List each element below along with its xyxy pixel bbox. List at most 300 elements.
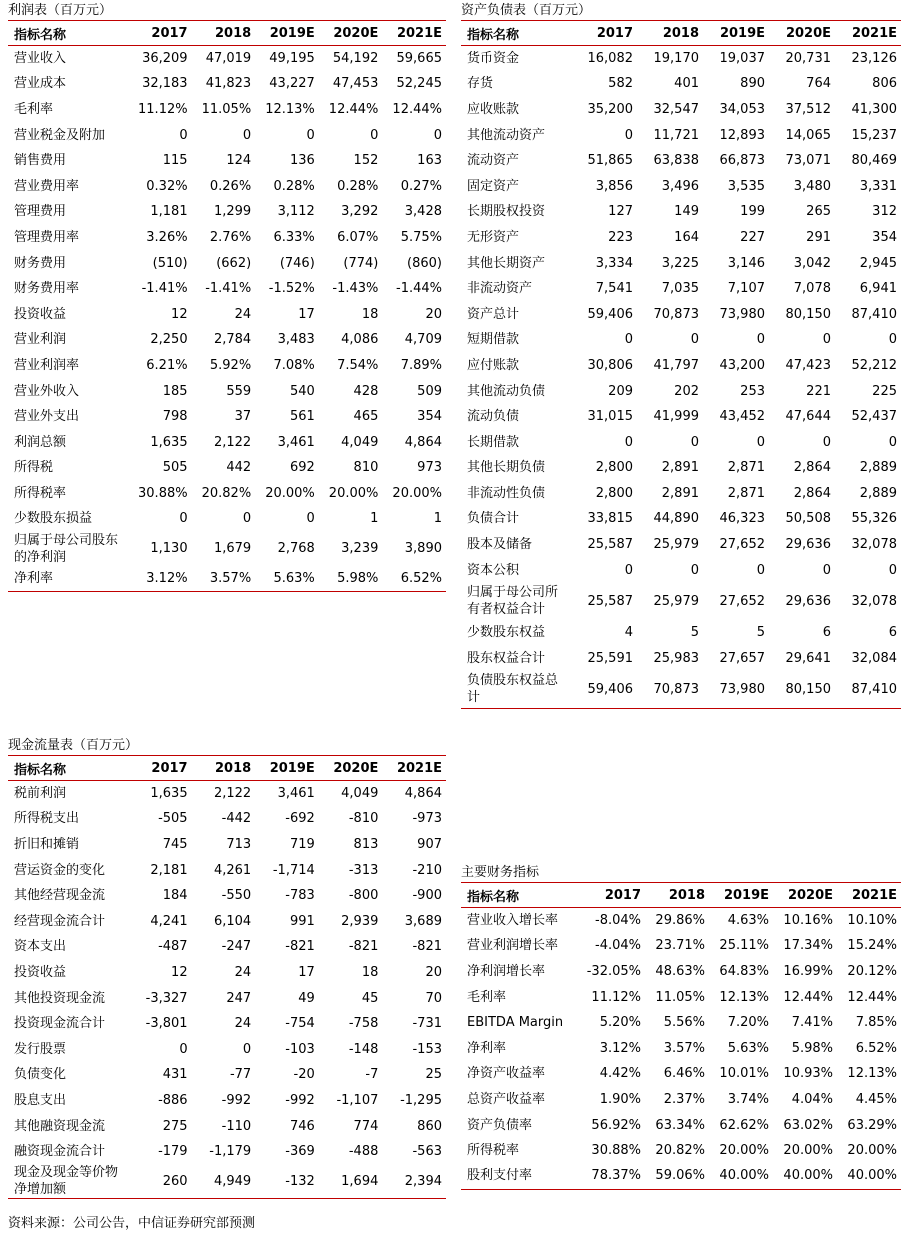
cell-value: 41,823 [205,76,252,92]
row-label: 短期借款 [467,332,520,348]
row-label: 管理费用 [14,204,67,220]
cash-flow-block [8,737,446,1199]
cell-value: 52,245 [396,76,442,92]
cell-value: 59,406 [587,681,633,697]
cell-value: 813 [353,836,379,852]
cell-value: 27,652 [719,537,765,553]
cell-value: 860 [417,1118,442,1134]
cell-value: 465 [353,409,379,425]
cell-value: 46,323 [719,511,765,527]
cell-value: 0 [756,434,765,450]
cell-value: 23,126 [851,51,897,67]
cell-value: 17.34% [783,938,833,954]
cell-value: 24 [234,964,252,980]
cell-value: 4,086 [341,332,379,348]
row-label: 营业利润 [14,332,67,348]
cell-value: 907 [417,836,442,852]
cell-value: 40.00% [783,1168,833,1184]
cell-value: 5 [690,625,699,641]
cell-value: 37 [234,409,252,425]
table-row [8,806,446,832]
table-row [461,97,901,123]
cell-value: 5.63% [727,1040,769,1056]
cell-value: 0 [690,332,699,348]
cell-value: 3,042 [793,255,831,271]
table-row [8,1088,446,1114]
cell-value: 2.76% [209,229,252,245]
cell-value: -103 [285,1041,315,1057]
table-row [461,583,901,620]
table-row [8,1036,446,1062]
cell-value: 810 [353,460,379,476]
table-row [461,506,901,532]
cell-value: 0 [624,562,633,578]
cell-value: -821 [412,939,442,955]
cell-value: (860) [407,255,442,271]
row-label: 负债合计 [467,511,520,527]
cell-value: 20.00% [265,485,315,501]
table-row [461,71,901,97]
cell-value: -148 [348,1041,379,1057]
row-label: 资本公积 [467,562,520,578]
cell-value: 0 [690,434,699,450]
cell-value: 11.05% [655,989,705,1005]
cell-value: 47,644 [785,409,831,425]
row-label: 财务费用率 [14,281,80,297]
cell-value: 265 [806,204,831,220]
table-header-row [461,883,901,908]
cell-value: 32,078 [851,593,897,609]
cell-value: 209 [608,383,633,399]
cell-value: 124 [226,153,252,169]
header-year: 2018 [215,760,252,776]
cell-value: 47,423 [785,357,831,373]
table-row [461,1112,901,1138]
cell-value: 41,797 [653,357,699,373]
cell-value: 47,453 [332,76,379,92]
table-row [461,199,901,225]
cell-value: 0 [179,1041,188,1057]
table-row [8,404,446,430]
cell-value: 10.01% [719,1066,769,1082]
cell-value: 0 [306,511,315,527]
header-year: 2021E [851,25,897,41]
source-note: 资料来源：公司公告，中信证券研究部预测 [8,1216,256,1231]
cell-value: 63.02% [783,1117,833,1133]
cell-value: 1,635 [150,786,188,802]
header-indicator-name: 指标名称 [467,27,520,43]
cell-value: 15,237 [851,127,897,143]
cell-value: 18 [361,306,379,322]
cell-value: -731 [412,1016,442,1032]
cell-value: 0 [822,434,831,450]
cell-value: 52,437 [851,409,897,425]
cell-value: 0.28% [273,178,315,194]
cell-value: 5.98% [337,570,379,586]
cell-value: -550 [221,888,252,904]
cell-value: 2,939 [341,913,379,929]
cell-value: -3,327 [145,990,188,1006]
row-label: 所得税率 [14,485,67,501]
income-statement-title: 利润表（百万元） [8,3,113,18]
table-row [8,225,446,251]
cell-value: (662) [216,255,252,271]
cell-value: 2,889 [859,485,897,501]
cell-value: 47,019 [205,51,252,67]
cell-value: 62.62% [719,1117,769,1133]
table-row [8,566,446,592]
cell-value: -8.04% [595,913,641,929]
row-label: 经营现金流合计 [14,913,106,929]
cell-value: 29,636 [785,593,831,609]
cell-value: 43,200 [719,357,765,373]
cell-value: 64.83% [719,963,769,979]
table-row [461,429,901,455]
cell-value: 260 [162,1173,188,1189]
cell-value: 202 [674,383,699,399]
row-label: 营运资金的变化 [14,862,106,878]
row-label: 归属于母公司所有者权益合计 [467,585,559,618]
header-year: 2020E [333,760,379,776]
cell-value: 7,078 [793,281,831,297]
cell-value: -1.41% [205,281,252,297]
cell-value: 20.00% [847,1143,897,1159]
cell-value: 30.88% [591,1143,641,1159]
cell-value: 1,299 [213,204,252,220]
cell-value: 30.88% [138,485,188,501]
cell-value: 1 [370,511,379,527]
cell-value: 0 [624,332,633,348]
cell-value: 70,873 [653,681,699,697]
cell-value: 87,410 [851,306,897,322]
cell-value: 19,037 [719,51,765,67]
cell-value: 25,587 [587,593,633,609]
row-label: EBITDA Margin [467,1015,564,1031]
cell-value: 5.63% [273,570,315,586]
cell-value: 0 [822,332,831,348]
cell-value: 31,015 [587,409,633,425]
cell-value: -810 [348,811,379,827]
header-year: 2018 [662,25,699,41]
table-row [8,301,446,327]
table-row [8,97,446,123]
row-label: 流动资产 [467,153,520,169]
table-row [8,122,446,148]
cell-value: -488 [348,1144,379,1160]
cell-value: 3,112 [277,204,315,220]
row-label: 流动负债 [467,409,520,425]
cell-value: 559 [226,383,252,399]
row-label: 负债变化 [14,1067,67,1083]
table-row [8,857,446,883]
cell-value: -754 [285,1016,315,1032]
cell-value: 3,856 [595,178,633,194]
table-row [461,250,901,276]
cell-value: 4,049 [341,786,379,802]
cell-value: 184 [162,888,188,904]
cell-value: 20 [425,306,442,322]
cell-value: 12.13% [847,1066,897,1082]
table-row [461,646,901,672]
cell-value: -992 [221,1092,252,1108]
cell-value: 59,406 [587,306,633,322]
table-row [8,71,446,97]
row-label: 股本及储备 [467,537,533,553]
row-label: 营业收入 [14,51,67,67]
cell-value: 73,071 [785,153,831,169]
cell-value: 221 [806,383,831,399]
cell-value: 80,150 [785,306,831,322]
cell-value: 2,889 [859,460,897,476]
cell-value: 40.00% [719,1168,769,1184]
cell-value: 20.82% [655,1143,705,1159]
cell-value: 0.28% [337,178,379,194]
table-row [461,327,901,353]
cell-value: -783 [285,888,315,904]
cell-value: 4,864 [404,786,442,802]
cell-value: 0 [822,562,831,578]
table-row [461,225,901,251]
cash-flow-title: 现金流量表（百万元） [8,738,139,753]
table-row [461,148,901,174]
cell-value: 12,893 [719,127,765,143]
table-row [461,353,901,379]
cell-value: 505 [162,460,188,476]
cell-value: 56.92% [591,1117,641,1133]
cell-value: -369 [285,1144,315,1160]
cell-value: 11.05% [201,101,252,117]
row-label: 其他投资现金流 [14,990,106,1006]
cell-value: -900 [412,888,442,904]
cell-value: 34,053 [719,101,765,117]
cell-value: 17 [298,964,315,980]
table-row [461,276,901,302]
cell-value: 0.32% [146,178,188,194]
cell-value: 0 [888,332,897,348]
table-row [8,46,446,72]
cell-value: 25,983 [653,650,699,666]
table-row [461,301,901,327]
cell-value: 11.12% [591,989,641,1005]
cell-value: 7.41% [791,1015,833,1031]
cell-value: 29,636 [785,537,831,553]
table-row [8,353,446,379]
cell-value: 7,035 [661,281,699,297]
cell-value: 428 [353,383,379,399]
cell-value: -886 [158,1092,188,1108]
cell-value: 719 [289,836,315,852]
cell-value: 32,078 [851,537,897,553]
cell-value: 19,170 [653,51,699,67]
cell-value: 0 [370,127,379,143]
table-row [461,532,901,558]
cell-value: 2,122 [213,434,252,450]
table-row [8,532,446,566]
table-row [461,959,901,985]
table-row [461,1010,901,1036]
row-label: 归属于母公司股东的净利润 [14,532,119,565]
cell-value: 63,838 [653,153,699,169]
table-header-row [8,756,446,781]
cell-value: 291 [806,229,831,245]
cell-value: 6.07% [337,229,379,245]
cell-value: -1,295 [400,1092,442,1108]
cell-value: 4,864 [404,434,442,450]
cell-value: 63.29% [847,1117,897,1133]
cell-value: 73,980 [719,306,765,322]
cell-value: 25.11% [719,938,769,954]
row-label: 少数股东损益 [14,511,93,527]
cell-value: 0 [433,127,442,143]
table-row [8,985,446,1011]
cell-value: -77 [229,1067,252,1083]
cell-value: 2,891 [661,485,699,501]
header-year: 2020E [785,25,831,41]
table-row [8,506,446,532]
cell-value: 3,496 [661,178,699,194]
cell-value: 44,890 [653,511,699,527]
header-year: 2019E [723,887,769,903]
cell-value: 4.42% [599,1066,641,1082]
cell-value: 275 [162,1118,188,1134]
table-row [461,1035,901,1061]
cell-value: -563 [412,1144,442,1160]
row-label: 融资现金流合计 [14,1144,106,1160]
header-year: 2019E [269,760,315,776]
cell-value: 0 [179,511,188,527]
table-header-row [461,21,901,46]
cell-value: 0 [179,127,188,143]
cell-value: 29,641 [785,650,831,666]
cell-value: -821 [285,939,315,955]
cell-value: (510) [152,255,188,271]
cell-value: -1.44% [396,281,442,297]
cell-value: 20,731 [785,51,831,67]
cell-value: 0 [756,562,765,578]
row-label: 资产总计 [467,306,520,322]
cell-value: 2,768 [277,541,315,557]
income-statement-table [8,20,446,592]
cell-value: 12 [171,306,188,322]
cell-value: 20.82% [201,485,252,501]
table-row [461,173,901,199]
cell-value: 2.37% [663,1091,705,1107]
cell-value: -505 [158,811,188,827]
cell-value: 1,181 [150,204,188,220]
cell-value: 561 [289,409,315,425]
row-label: 净资产收益率 [467,1066,546,1082]
cell-value: 80,469 [851,153,897,169]
cell-value: 37,512 [785,101,831,117]
cell-value: 24 [234,306,252,322]
table-row [461,1138,901,1164]
row-label: 毛利率 [467,989,507,1005]
cell-value: 49,195 [269,51,315,67]
cell-value: 1.90% [599,1091,641,1107]
cell-value: -1.52% [268,281,315,297]
cell-value: 16,082 [587,51,633,67]
row-label: 净利润增长率 [467,963,546,979]
row-label: 营业利润率 [14,357,80,373]
table-row [8,199,446,225]
cell-value: 3,239 [341,541,379,557]
table-row [461,122,901,148]
table-row [461,1061,901,1087]
cell-value: 27,652 [719,593,765,609]
cell-value: 2,800 [595,485,633,501]
row-label: 资本支出 [14,939,67,955]
cell-value: 43,452 [719,409,765,425]
cell-value: -442 [221,811,252,827]
cell-value: 4.63% [727,913,769,929]
row-label: 营业收入增长率 [467,913,559,929]
row-label: 股息支出 [14,1092,67,1108]
row-label: 销售费用 [14,153,67,169]
cell-value: 3,146 [727,255,765,271]
header-year: 2018 [668,887,705,903]
cell-value: 20.00% [328,485,379,501]
cell-value: 6.21% [146,357,188,373]
cell-value: 1,694 [341,1173,379,1189]
cell-value: 312 [872,204,897,220]
cell-value: 25 [425,1067,442,1083]
cell-value: -973 [412,811,442,827]
row-label: 其他流动负债 [467,383,546,399]
row-label: 营业利润增长率 [467,938,559,954]
cell-value: 50,508 [785,511,831,527]
table-row [8,1139,446,1165]
cell-value: 0 [242,511,252,527]
cell-value: 7.54% [337,357,379,373]
row-label: 长期股权投资 [467,204,546,220]
table-row [8,1164,446,1199]
row-label: 存货 [467,76,494,92]
header-year: 2021E [396,760,442,776]
cash-flow-table [8,755,446,1199]
cell-value: 32,084 [851,650,897,666]
table-row [8,276,446,302]
cell-value: 25,587 [587,537,633,553]
cell-value: 991 [289,913,315,929]
row-label: 负债股东权益总计 [467,673,559,706]
row-label: 营业外收入 [14,383,80,399]
cell-value: 6.52% [855,1040,897,1056]
cell-value: -1,714 [272,862,315,878]
table-row [8,934,446,960]
cell-value: 14,065 [785,127,831,143]
row-label: 营业成本 [14,76,67,92]
cell-value: 49 [298,990,315,1006]
cell-value: 17 [298,306,315,322]
cell-value: 12.44% [783,989,833,1005]
cell-value: 6,941 [859,281,897,297]
cell-value: 1,635 [150,434,188,450]
table-row [8,781,446,807]
cell-value: 63.34% [655,1117,705,1133]
header-indicator-name: 指标名称 [14,27,67,43]
row-label: 所得税支出 [14,811,80,827]
row-label: 其他长期负债 [467,460,546,476]
cell-value: -210 [412,862,442,878]
cell-value: 80,150 [785,681,831,697]
cell-value: -1.43% [332,281,379,297]
cell-value: 2,181 [150,862,188,878]
cell-value: 55,326 [851,511,897,527]
cell-value: 509 [417,383,442,399]
cell-value: 253 [740,383,765,399]
table-row [8,173,446,199]
cell-value: 3.57% [209,570,252,586]
